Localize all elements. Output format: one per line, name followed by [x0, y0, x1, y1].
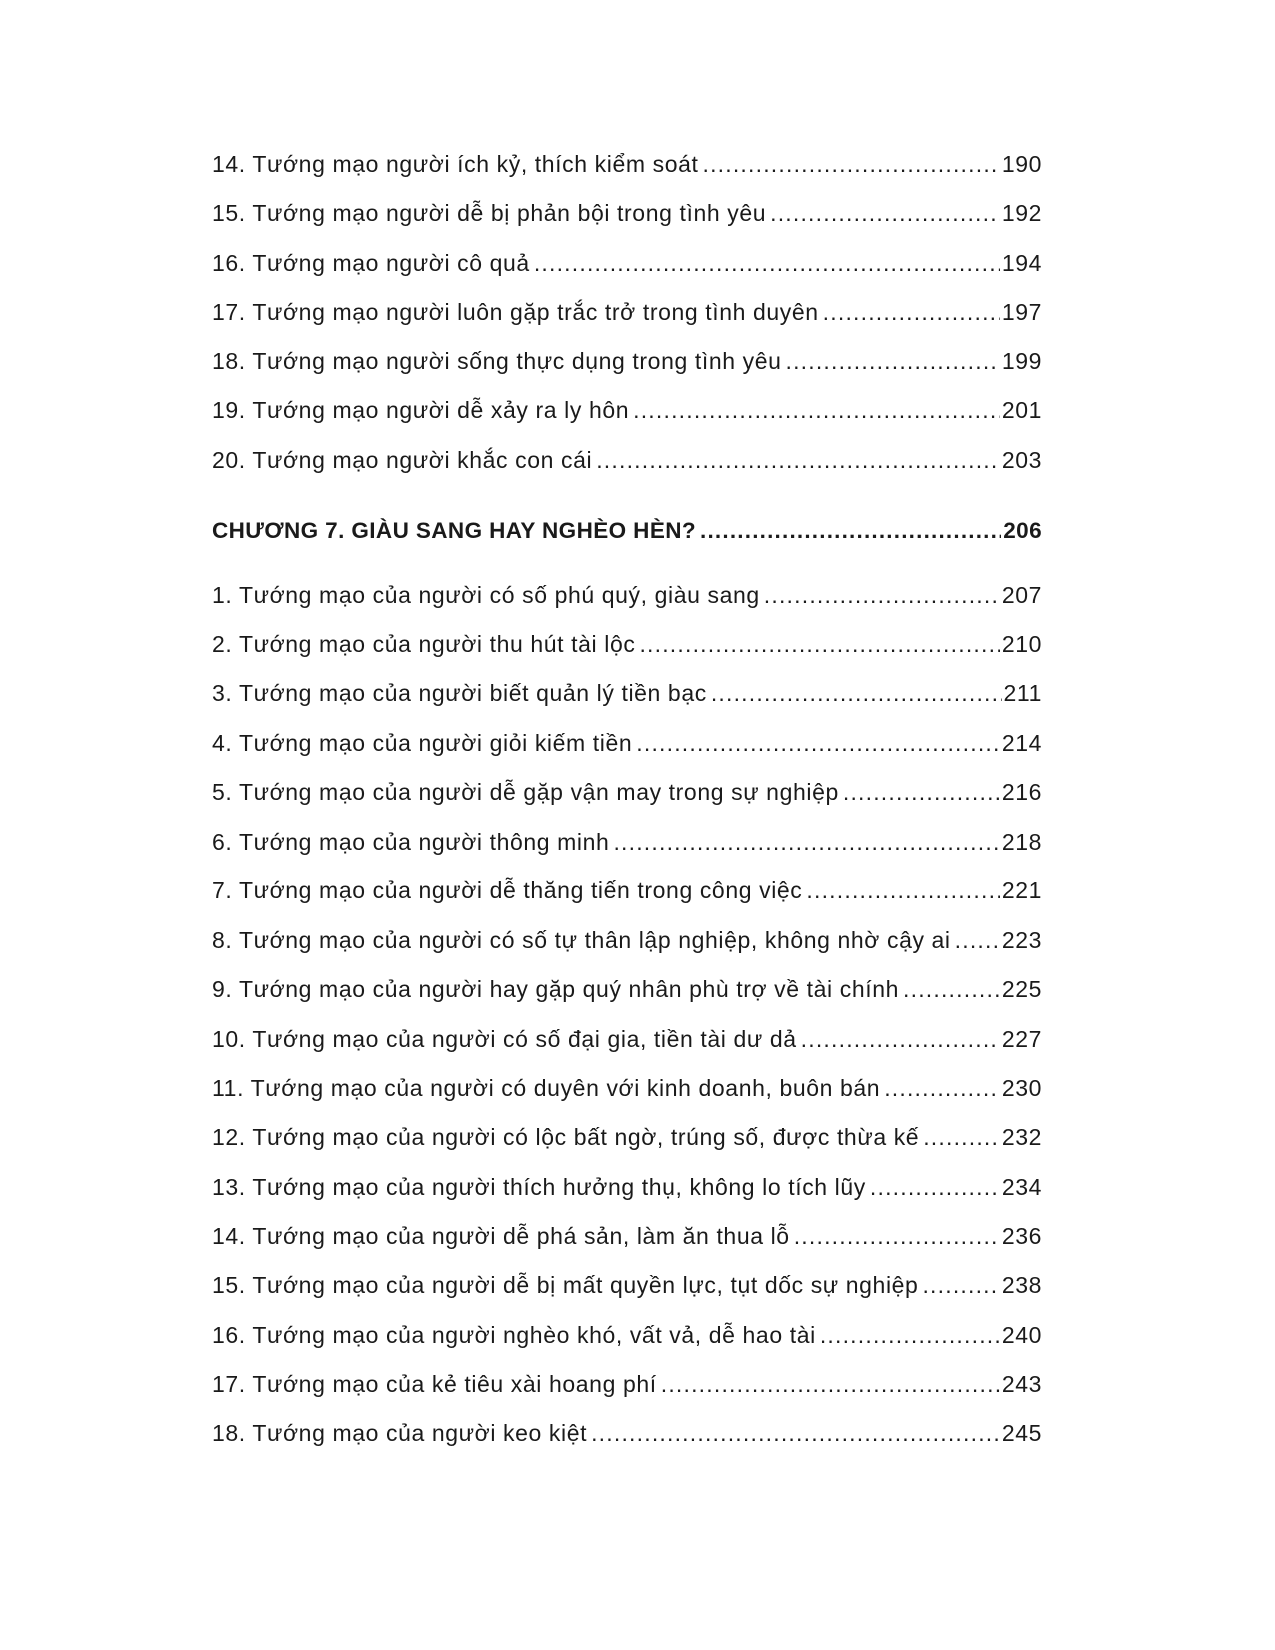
toc-entry-page: 203 — [1001, 447, 1042, 473]
toc-entry-title: 13. Tướng mạo của người thích hưởng thụ, không lo tích lũy — [212, 1174, 866, 1200]
toc-entry — [212, 1420, 1042, 1454]
toc-entry-title: 2. Tướng mạo của người thu hút tài lộc — [212, 631, 636, 657]
chapter-heading — [212, 518, 1042, 552]
toc-entry-title: 17. Tướng mạo người luôn gặp trắc trở trong tình duyên — [212, 299, 819, 325]
toc-entry — [212, 680, 1042, 714]
dot-leader — [794, 1223, 1000, 1250]
toc-entry-title: 8. Tướng mạo của người có số tự thân lập nghiệp, không nhờ cậy ai — [212, 927, 951, 953]
toc-entry-page: 238 — [1001, 1272, 1042, 1298]
toc-entry-page: 245 — [1001, 1420, 1042, 1446]
toc-entry-page: 230 — [1001, 1075, 1042, 1101]
toc-entry-title: 9. Tướng mạo của người hay gặp quý nhân phù trợ về tài chính — [212, 976, 900, 1002]
dot-leader — [661, 1371, 1000, 1398]
dot-leader — [923, 1124, 1000, 1151]
toc-entry — [212, 397, 1042, 431]
toc-entry — [212, 976, 1042, 1010]
toc-entry-page: 240 — [1001, 1322, 1042, 1348]
toc-entry-page: 210 — [1001, 631, 1042, 657]
toc-entry-title: 15. Tướng mạo của người dễ bị mất quyền lực, tụt dốc sự nghiệp — [212, 1272, 919, 1298]
toc-entry-page: 221 — [1001, 877, 1042, 903]
toc-entry-title: 18. Tướng mạo của người keo kiệt — [212, 1420, 588, 1446]
toc-entry — [212, 1371, 1042, 1405]
toc-entry — [212, 1075, 1042, 1109]
toc-entry-page: 243 — [1001, 1371, 1042, 1397]
dot-leader — [903, 976, 1000, 1003]
toc-entry — [212, 1322, 1042, 1356]
toc-entry-page: 223 — [1001, 927, 1042, 953]
dot-leader — [633, 397, 1000, 424]
toc-entry-page: 197 — [1001, 299, 1042, 325]
dot-leader — [770, 200, 1000, 227]
toc-entry-title: 14. Tướng mạo người ích kỷ, thích kiểm soát — [212, 151, 699, 177]
dot-leader — [711, 680, 1002, 707]
dot-leader — [820, 1322, 1000, 1349]
toc-entry-title: 7. Tướng mạo của người dễ thăng tiến trong công việc — [212, 877, 803, 903]
toc-entry — [212, 1124, 1042, 1158]
dot-leader — [534, 250, 1000, 277]
toc-entry-title: 4. Tướng mạo của người giỏi kiếm tiền — [212, 730, 633, 756]
toc-entry — [212, 877, 1042, 911]
toc-entry-title: 16. Tướng mạo người cô quả — [212, 250, 530, 276]
dot-leader — [702, 151, 999, 178]
toc-entry-title: 6. Tướng mạo của người thông minh — [212, 829, 610, 855]
toc-entry-page: 192 — [1001, 200, 1042, 226]
toc-entry-title: 10. Tướng mạo của người có số đại gia, tiền tài dư dả — [212, 1026, 797, 1052]
dot-leader — [806, 877, 999, 904]
toc-entry-page: 214 — [1001, 730, 1042, 756]
toc-entry-title: 12. Tướng mạo của người có lộc bất ngờ, trúng số, được thừa kế — [212, 1124, 920, 1150]
dot-leader — [764, 582, 1000, 609]
dot-leader — [636, 730, 1000, 757]
toc-entry-page: 236 — [1001, 1223, 1042, 1249]
dot-leader — [955, 927, 1000, 954]
dot-leader — [884, 1075, 1000, 1102]
toc-entry-page: 199 — [1001, 348, 1042, 374]
dot-leader — [843, 779, 1000, 806]
toc-entry — [212, 1174, 1042, 1208]
toc-entry — [212, 1223, 1042, 1257]
toc-entry-page: 201 — [1001, 397, 1042, 423]
chapter-title: CHƯƠNG 7. GIÀU SANG HAY NGHÈO HÈN? — [212, 518, 697, 543]
toc-entry — [212, 779, 1042, 813]
toc-entry-page: 227 — [1001, 1026, 1042, 1052]
toc-entry — [212, 829, 1042, 863]
toc-entry — [212, 447, 1042, 481]
dot-leader — [785, 348, 999, 375]
toc-entry-title: 20. Tướng mạo người khắc con cái — [212, 447, 593, 473]
toc-entry-title: 14. Tướng mạo của người dễ phá sản, làm ăn thua lỗ — [212, 1223, 790, 1249]
toc-entry-page: 218 — [1001, 829, 1042, 855]
toc-entry-title: 19. Tướng mạo người dễ xảy ra ly hôn — [212, 397, 630, 423]
dot-leader — [870, 1174, 1000, 1201]
dot-leader — [596, 447, 1000, 474]
toc-entry — [212, 299, 1042, 333]
toc-entry — [212, 1272, 1042, 1306]
toc-entry-page: 232 — [1001, 1124, 1042, 1150]
toc-entry — [212, 582, 1042, 616]
toc-entry-title: 11. Tướng mạo của người có duyên với kinh doanh, buôn bán — [212, 1075, 881, 1101]
toc-entry-page: 211 — [1003, 680, 1042, 706]
toc-entry-title: 17. Tướng mạo của kẻ tiêu xài hoang phí — [212, 1371, 657, 1397]
toc-entry — [212, 200, 1042, 234]
toc-entry — [212, 730, 1042, 764]
toc-entry-page: 194 — [1001, 250, 1042, 276]
dot-leader — [613, 829, 999, 856]
toc-entry-page: 225 — [1001, 976, 1042, 1002]
toc-entry-page: 216 — [1001, 779, 1042, 805]
toc-entry-page: 234 — [1001, 1174, 1042, 1200]
toc-entry-page: 190 — [1001, 151, 1042, 177]
toc-entry-title: 16. Tướng mạo của người nghèo khó, vất vả, dễ hao tài — [212, 1322, 816, 1348]
toc-entry-title: 1. Tướng mạo của người có số phú quý, giàu sang — [212, 582, 760, 608]
chapter-page: 206 — [1003, 518, 1042, 543]
toc-entry-title: 5. Tướng mạo của người dễ gặp vận may trong sự nghiệp — [212, 779, 839, 805]
dot-leader — [801, 1026, 1000, 1053]
toc-entry-title: 15. Tướng mạo người dễ bị phản bội trong tình yêu — [212, 200, 767, 226]
toc-entry — [212, 1026, 1042, 1060]
toc-entry-title: 3. Tướng mạo của người biết quản lý tiền bạc — [212, 680, 707, 706]
toc-entry-title: 18. Tướng mạo người sống thực dụng trong tình yêu — [212, 348, 782, 374]
dot-leader — [823, 299, 1000, 326]
toc-entry — [212, 348, 1042, 382]
dot-leader — [591, 1420, 1000, 1447]
toc-entry — [212, 631, 1042, 665]
toc-entry — [212, 151, 1042, 185]
dot-leader — [922, 1272, 999, 1299]
toc-entry-page: 207 — [1001, 582, 1042, 608]
toc-entry — [212, 927, 1042, 961]
toc-entry — [212, 250, 1042, 284]
dot-leader — [700, 518, 1001, 544]
dot-leader — [639, 631, 999, 658]
